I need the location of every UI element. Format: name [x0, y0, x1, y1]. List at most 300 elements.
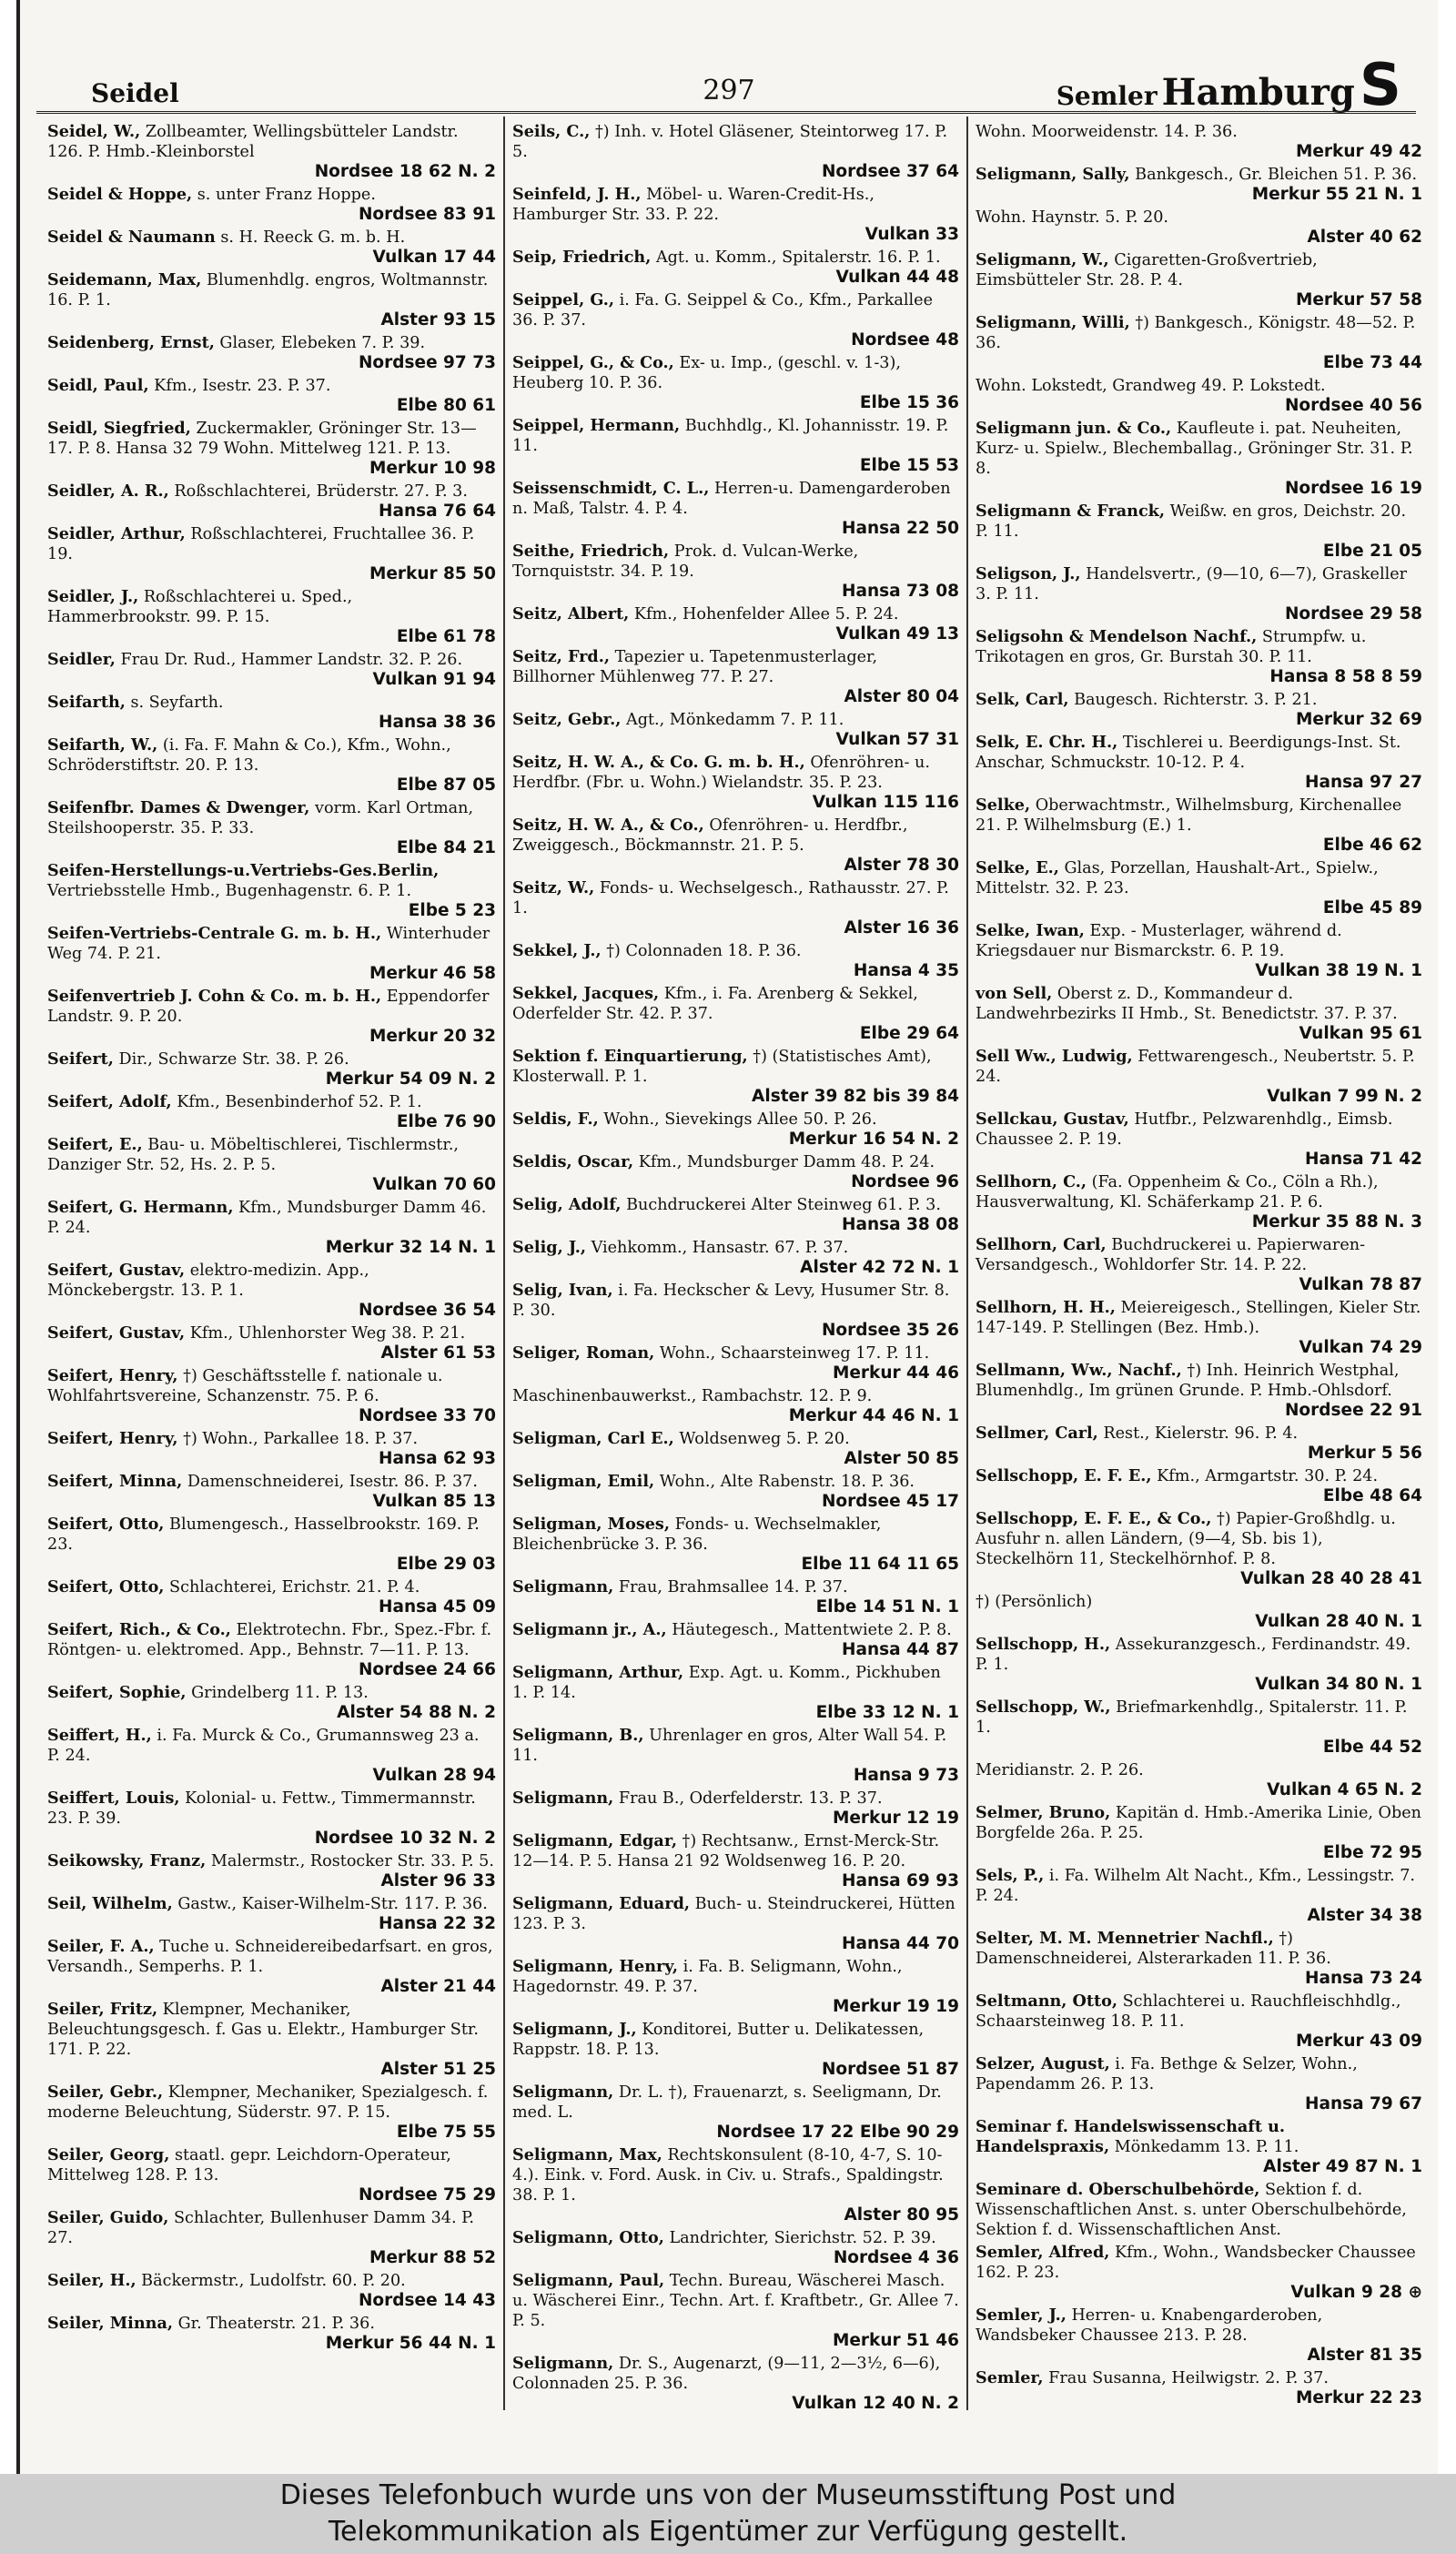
entry-detail: Dr. L. †), Frauenarzt, s. Seeligmann, Dr. med. L.	[512, 2083, 942, 2122]
entry-name: Selk, Carl,	[976, 690, 1069, 709]
entry-phone: Merkur 16 54 N. 2	[788, 1130, 959, 1149]
entry-phone: Merkur 44 46 N. 1	[788, 1406, 959, 1425]
directory-entry	[47, 861, 496, 921]
entry-name: Seiler, Minna,	[47, 2314, 173, 2333]
directory-entry	[512, 2145, 959, 2225]
entry-name: Seidler, A. R.,	[47, 481, 169, 501]
entry-detail: Kfm., Isestr. 23. P. 37.	[154, 377, 331, 395]
directory-entry	[976, 1760, 1422, 1800]
entry-phone: Vulkan 17 44	[372, 248, 496, 267]
entry-detail: Kfm., Wohn., Wandsbecker Chaussee 162. P. 23.	[976, 2244, 1416, 2282]
entry-name: Seil, Wilhelm,	[47, 1894, 173, 1913]
entry-detail: s. Seyfarth.	[130, 694, 224, 712]
directory-entry	[47, 185, 496, 225]
entry-name: Selk, E. Chr. H.,	[976, 733, 1118, 752]
directory-entry	[976, 1929, 1422, 1989]
entry-name: Seitz, W.,	[512, 878, 595, 897]
entry-detail: Handelsvertr., (9—10, 6—7), Graskeller 3. P. 11.	[976, 565, 1408, 603]
entry-phone: Nordsee 18 62 N. 2	[314, 162, 496, 181]
entry-phone: Vulkan 12 40 N. 2	[792, 2394, 959, 2410]
entry-phone: Vulkan 44 48	[835, 268, 959, 287]
entry-detail: Kfm., Mundsburger Damm 48. P. 24.	[638, 1153, 935, 1171]
entry-detail: Oberwachtmstr., Wilhelmsburg, Kirchenallee 21. P. Wilhelmsburg (E.) 1.	[976, 796, 1402, 835]
directory-entry	[47, 376, 496, 416]
entry-phone: Elbe 21 05	[1322, 542, 1422, 561]
entry-phone: Alster 40 62	[1307, 228, 1422, 247]
header-first-name: Seidel	[91, 78, 179, 108]
directory-entry	[512, 2228, 959, 2268]
entry-phone: Elbe 87 05	[396, 775, 496, 795]
directory-entry	[976, 1992, 1422, 2052]
entry-phone: Alster 61 53	[380, 1343, 496, 1363]
entry-name: Seligmann, J.,	[512, 2020, 637, 2039]
entry-detail: †) (Statistisches Amt), Klosterwall. P. 1.	[512, 1048, 932, 1086]
directory-entry	[47, 1515, 496, 1575]
entry-detail: Roßschlachterei, Brüderstr. 27. P. 3.	[174, 482, 468, 501]
entry-detail: †) Geschäftsstelle f. nationale u. Wohlfahrtsvereine, Schanzenstr. 75. P. 6.	[47, 1367, 443, 1405]
entry-phone: Merkur 12 19	[832, 1809, 959, 1828]
entry-name: Seligmann, Paul,	[512, 2271, 665, 2290]
entry-detail: Glas, Porzellan, Haushalt-Art., Spielw., Mittelstr. 32. P. 23.	[976, 859, 1379, 897]
entry-detail: Buchdruckerei Alter Steinweg 61. P. 3.	[626, 1196, 941, 1214]
entry-detail: vorm. Karl Ortman, Steilshooperstr. 35. P. 33.	[47, 799, 474, 837]
entry-phone: Alster 50 85	[844, 1449, 959, 1468]
entry-phone: Elbe 29 64	[859, 1024, 959, 1043]
entry-phone: Nordsee 14 43	[358, 2291, 496, 2310]
entry-detail: Meiereigesch., Stellingen, Kieler Str. 147-149. P. Stellingen (Bez. Hmb.).	[976, 1299, 1421, 1337]
directory-entry	[976, 502, 1422, 562]
entry-phone: Nordsee 36 54	[358, 1301, 496, 1320]
entry-detail: Kaufleute i. pat. Neuheiten, Kurz- u. Spielw., Blechemballag., Gröninger Str. 31. P. 8.	[976, 420, 1413, 478]
entry-detail: Zuckermakler, Gröninger Str. 13—17. P. 8. Hansa 32 79 Wohn. Mittelweg 121. P. 13.	[47, 420, 477, 458]
directory-entry	[976, 313, 1422, 373]
entry-name: Seiler, Fritz,	[47, 2000, 158, 2019]
entry-name: Sellhorn, H. H.,	[976, 1298, 1116, 1317]
entry-detail: Malermstr., Rostocker Str. 33. P. 5.	[210, 1852, 494, 1870]
directory-entry	[47, 2271, 496, 2311]
entry-name: Seligmann, Willi,	[976, 313, 1130, 332]
entry-phone: Nordsee 83 91	[358, 205, 496, 224]
directory-entry	[47, 987, 496, 1047]
entry-phone: Elbe 76 90	[396, 1112, 496, 1131]
directory-entry	[976, 122, 1422, 162]
header-letter: S	[1359, 52, 1401, 119]
entry-detail: Exp. - Musterlager, während d. Kriegsdauer nur Bismarckstr. 6. P. 19.	[976, 922, 1342, 960]
entry-name: Seitz, Gebr.,	[512, 710, 622, 729]
directory-entry	[512, 2271, 959, 2351]
entry-phone: Alster 96 33	[380, 1871, 496, 1890]
entry-phone: Hansa 44 70	[841, 1934, 959, 1953]
directory-entry	[976, 1698, 1422, 1758]
entry-detail: †) Wohn., Parkallee 18. P. 37.	[183, 1430, 419, 1448]
entry-phone: Vulkan 28 40 28 41	[1240, 1569, 1422, 1588]
directory-page	[16, 0, 1438, 2474]
entry-detail: Möbel- u. Waren-Credit-Hs., Hamburger Str. 33. P. 22.	[512, 186, 875, 224]
directory-entry	[47, 2000, 496, 2080]
entry-detail: Hutfbr., Pelzwarenhdlg., Eimsb. Chaussee 2. P. 19.	[976, 1110, 1393, 1149]
directory-entry	[47, 1851, 496, 1891]
entry-detail: Grindelberg 11. P. 13.	[191, 1684, 369, 1702]
directory-entry	[512, 1195, 959, 1235]
entry-phone: Alster 93 15	[380, 310, 496, 329]
entry-detail: †) (Persönlich)	[976, 1593, 1093, 1611]
entry-phone: Merkur 85 50	[369, 564, 496, 583]
entry-name: Seitz, H. W. A., & Co.,	[512, 816, 704, 835]
entry-detail: Kfm., Armgartstr. 30. P. 24.	[1157, 1467, 1379, 1485]
entry-name: Seissenschmidt, C. L.,	[512, 479, 710, 498]
directory-entry	[47, 1135, 496, 1195]
entry-name: Seidel & Naumann	[47, 228, 216, 247]
entry-name: Seligman, Moses,	[512, 1515, 670, 1534]
entry-detail: i. Fa. Bethge & Selzer, Wohn., Papendamm 26. P. 13.	[976, 2055, 1358, 2093]
entry-phone: Elbe 29 03	[396, 1555, 496, 1574]
entry-detail: Frau Dr. Rud., Hammer Landstr. 32. P. 26.	[120, 651, 463, 669]
directory-entry	[976, 2368, 1422, 2408]
entry-name: Seidenberg, Ernst,	[47, 333, 215, 352]
directory-entry	[47, 1261, 496, 1321]
entry-phone: Nordsee 48	[851, 330, 959, 350]
directory-entry	[976, 1803, 1422, 1863]
entry-detail: Oberst z. D., Kommandeur d. Landwehrbezirks II Hmb., St. Benedictstr. 37. P. 37.	[976, 985, 1398, 1023]
entry-phone: Hansa 22 50	[841, 519, 959, 538]
entry-name: Seiler, Georg,	[47, 2145, 170, 2164]
entry-detail: Rechtskonsulent (8-10, 4-7, S. 10-4.). Eink. v. Ford. Ausk. in Civ. u. Strafs., Spaldingstr. 38. P. 1.	[512, 2146, 944, 2204]
entry-phone: Elbe 45 89	[1322, 898, 1422, 917]
entry-name: Seitz, H. W. A., & Co. G. m. b. H.,	[512, 753, 805, 772]
entry-detail: Viehkomm., Hansastr. 67. P. 37.	[591, 1239, 849, 1257]
entry-name: Seiler, Gebr.,	[47, 2083, 164, 2102]
directory-entry	[512, 1831, 959, 1891]
directory-entry	[512, 1047, 959, 1107]
directory-entry	[47, 1472, 496, 1512]
entry-detail: Kfm., i. Fa. Arenberg & Sekkel, Oderfelder Str. 42. P. 37.	[512, 985, 918, 1023]
entry-name: Selke, Iwan,	[976, 921, 1085, 940]
directory-entry	[976, 690, 1422, 730]
entry-detail: Klempner, Mechaniker, Spezialgesch. f. moderne Beleuchtung, Süderstr. 97. P. 15.	[47, 2083, 489, 2122]
entry-phone: Alster 42 72 N. 1	[800, 1258, 959, 1277]
directory-entry	[47, 1577, 496, 1617]
entry-detail: Uhrenlager en gros, Alter Wall 54. P. 11.	[512, 1727, 947, 1765]
directory-entry	[976, 2117, 1422, 2177]
entry-name: Seifarth, W.,	[47, 735, 158, 755]
entry-detail: Wohn., Sievekings Allee 50. P. 26.	[603, 1110, 877, 1129]
entry-phone: Vulkan 33	[864, 225, 959, 244]
entry-detail: Fonds- u. Wechselmakler, Bleichenbrücke 3. P. 36.	[512, 1515, 882, 1554]
entry-phone: Alster 80 95	[844, 2205, 959, 2225]
directory-entry	[512, 1429, 959, 1469]
entry-phone: Merkur 88 52	[369, 2248, 496, 2267]
entry-detail: (Fa. Oppenheim & Co., Cöln a Rh.), Hausverwaltung, Kl. Schäferkamp 21. P. 6.	[976, 1173, 1379, 1211]
header-divider	[36, 111, 1416, 114]
entry-phone: Elbe 15 53	[859, 456, 959, 475]
entry-name: Seifert, Minna,	[47, 1472, 183, 1491]
directory-entry	[47, 2083, 496, 2143]
entry-name: Seifert, Rich., & Co.,	[47, 1620, 231, 1639]
entry-phone: Nordsee 37 64	[821, 162, 959, 181]
entry-name: Seifert, Gustav,	[47, 1323, 186, 1343]
entry-detail: Fettwarengesch., Neubertstr. 5. P. 24.	[976, 1048, 1415, 1086]
entry-phone: Hansa 8 58 8 59	[1269, 667, 1422, 686]
entry-phone: Nordsee 17 22 Elbe 90 29	[716, 2123, 959, 2142]
entry-phone: Hansa 79 67	[1304, 2094, 1422, 2113]
entry-phone: Nordsee 45 17	[821, 1492, 959, 1511]
directory-entry	[47, 333, 496, 373]
entry-detail: Vertriebsstelle Hmb., Bugenhagenstr. 6. P. 1.	[47, 882, 412, 900]
directory-entry	[512, 941, 959, 981]
entry-name: Seiler, H.,	[47, 2271, 136, 2290]
entry-detail: s. H. Reeck G. m. b. H.	[220, 228, 406, 247]
entry-detail: Techn. Bureau, Wäscherei Masch. u. Wäscherei Einr., Techn. Art. f. Kraftbetr., Gr. Allee 7. P. 5.	[512, 2272, 959, 2330]
entry-name: Seifenfbr. Dames & Dwenger,	[47, 798, 310, 817]
entry-name: Seldis, Oscar,	[512, 1152, 634, 1171]
entry-phone: Alster 39 82 bis 39 84	[752, 1087, 959, 1106]
entry-phone: Hansa 22 32	[378, 1914, 496, 1933]
entry-phone: Elbe 61 78	[396, 627, 496, 646]
header-city: Hamburg	[1161, 71, 1355, 114]
entry-name: Sellmann, Ww., Nachf.,	[976, 1361, 1182, 1380]
entry-name: Seligmann, Arthur,	[512, 1663, 684, 1682]
entry-detail: Wohn., Alte Rabenstr. 18. P. 36.	[659, 1473, 915, 1491]
directory-entry	[512, 353, 959, 413]
entry-name: Sellhorn, Carl,	[976, 1235, 1107, 1254]
entry-name: Sellmer, Carl,	[976, 1424, 1098, 1443]
entry-detail: Buchdruckerei u. Papierwaren-Versandgesch., Wohldorfer Str. 14. P. 22.	[976, 1236, 1366, 1274]
entry-phone: Elbe 11 64 11 65	[801, 1555, 959, 1574]
entry-detail: i. Fa. Murck & Co., Grumannsweg 23 a. P. 24.	[47, 1727, 480, 1765]
directory-entry	[47, 1366, 496, 1426]
directory-entry	[976, 165, 1422, 205]
directory-entry	[47, 798, 496, 858]
entry-detail: Damenschneiderei, Isestr. 86. P. 37.	[187, 1473, 478, 1491]
entry-detail: Roßschlachterei, Fruchtallee 36. P. 19.	[47, 525, 475, 563]
entry-name: Seiffert, Louis,	[47, 1789, 180, 1808]
entry-name: Seidl, Paul,	[47, 376, 149, 395]
entry-name: Seils, C.,	[512, 122, 591, 141]
directory-entry	[512, 710, 959, 750]
directory-entry	[512, 878, 959, 938]
entry-name: Seifert, Sophie,	[47, 1683, 187, 1702]
directory-entry	[976, 419, 1422, 499]
directory-entry	[976, 1509, 1422, 1589]
entry-phone: Elbe 5 23	[408, 901, 496, 920]
entry-name: Seip, Friedrich,	[512, 248, 652, 267]
directory-entry	[47, 693, 496, 733]
entry-phone: Nordsee 51 87	[821, 2060, 959, 2079]
entry-detail: Kolonial- u. Fettw., Timmermannstr. 23. P. 39.	[47, 1789, 476, 1828]
entry-phone: Alster 16 36	[844, 918, 959, 937]
entry-phone: Nordsee 33 70	[358, 1406, 496, 1425]
entry-phone: Merkur 46 58	[369, 964, 496, 983]
directory-entry	[512, 1620, 959, 1660]
directory-entry	[512, 479, 959, 539]
entry-detail: †) Damenschneiderei, Alsterarkaden 11. P. 36.	[976, 1930, 1331, 1968]
entry-phone: Merkur 54 09 N. 2	[325, 1069, 496, 1089]
directory-entry	[47, 587, 496, 647]
directory-entry	[47, 1429, 496, 1469]
footer-line-1: Dieses Telefonbuch wurde uns von der Museumsstiftung Post und	[279, 2479, 1177, 2511]
entry-name: Seifarth,	[47, 693, 126, 712]
directory-entry	[512, 984, 959, 1044]
entry-detail: Häutegesch., Mattentwiete 2. P. 8.	[672, 1621, 952, 1639]
entry-detail: Woldsenweg 5. P. 20.	[679, 1430, 850, 1448]
entry-detail: Meridianstr. 2. P. 26.	[976, 1761, 1144, 1779]
entry-name: Seidl, Siegfried,	[47, 419, 191, 438]
directory-entry	[512, 1726, 959, 1786]
directory-entry	[47, 735, 496, 796]
entry-phone: Merkur 35 88 N. 3	[1251, 1212, 1422, 1231]
entry-name: Seligson, J.,	[976, 564, 1081, 583]
directory-entry	[512, 1281, 959, 1341]
directory-entry	[976, 984, 1422, 1044]
entry-detail: Fonds- u. Wechselgesch., Rathausstr. 27. P. 1.	[512, 879, 949, 917]
entry-name: Seitz, Albert,	[512, 604, 630, 623]
entry-name: Seminare d. Oberschulbehörde,	[976, 2180, 1260, 2199]
entry-phone: Merkur 51 46	[832, 2331, 959, 2350]
entry-detail: Kapitän d. Hmb.-Amerika Linie, Oben Borgfelde 26a. P. 25.	[976, 1804, 1421, 1842]
entry-detail: Blumengesch., Hasselbrookstr. 169. P. 23.	[47, 1515, 480, 1554]
entry-name: Selter, M. M. Mennetrier Nachfl.,	[976, 1929, 1274, 1948]
entry-phone: Elbe 46 62	[1322, 836, 1422, 855]
directory-entry	[976, 1592, 1422, 1632]
entry-name: Seligmann, Max,	[512, 2145, 662, 2164]
entry-phone: Hansa 45 09	[378, 1597, 496, 1617]
entry-detail: i. Fa. B. Seligmann, Wohn., Hagedornstr. 49. P. 37.	[512, 1958, 903, 1996]
entry-name: Sekkel, J.,	[512, 941, 602, 960]
directory-entry	[47, 419, 496, 479]
entry-detail: Dir., Schwarze Str. 38. P. 26.	[118, 1050, 349, 1069]
entry-detail: Tuche u. Schneidereibedarfsart. en gros, Versandh., Semperhs. P. 1.	[47, 1938, 493, 1976]
entry-name: Selig, Ivan,	[512, 1281, 613, 1300]
entry-phone: Merkur 22 23	[1295, 2388, 1422, 2407]
entry-detail: Frau Susanna, Heilwigstr. 2. P. 37.	[1048, 2369, 1329, 2387]
directory-entry	[976, 564, 1422, 624]
entry-name: Seidler,	[47, 650, 116, 669]
entry-name: Seippel, G.,	[512, 290, 614, 309]
entry-name: Seiler, Guido,	[47, 2208, 169, 2227]
entry-name: Seifert, Otto,	[47, 1515, 165, 1534]
entry-phone: Elbe 72 95	[1322, 1843, 1422, 1862]
entry-detail: Herren-u. Damengarderoben n. Maß, Talstr. 4. P. 4.	[512, 480, 951, 518]
entry-name: Seithe, Friedrich,	[512, 542, 670, 561]
entry-name: Seifert,	[47, 1049, 114, 1069]
entry-detail: Exp. Agt. u. Komm., Pickhuben 1. P. 14.	[512, 1664, 941, 1702]
entry-phone: Elbe 44 52	[1322, 1738, 1422, 1757]
directory-entry	[512, 1894, 959, 1954]
entry-name: Seifen-Herstellungs-u.Vertriebs-Ges.Berlin,	[47, 861, 440, 880]
entry-name: Sellschopp, H.,	[976, 1635, 1111, 1654]
entry-detail: Schlachterei u. Rauchfleischhdlg., Schaarsteinweg 18. P. 11.	[976, 1992, 1401, 2031]
directory-entry	[976, 2243, 1422, 2303]
entry-phone: Elbe 14 51 N. 1	[815, 1597, 959, 1617]
entry-phone: Elbe 84 21	[396, 838, 496, 857]
entry-name: Sekkel, Jacques,	[512, 984, 660, 1003]
directory-entry	[512, 1515, 959, 1575]
entry-detail: Glaser, Elebeken 7. P. 39.	[219, 334, 426, 352]
entry-name: Seifenvertrieb J. Cohn & Co. m. b. H.,	[47, 987, 382, 1006]
directory-entry	[47, 1683, 496, 1723]
entry-name: von Sell,	[976, 984, 1053, 1003]
entry-phone: Nordsee 24 66	[358, 1660, 496, 1679]
entry-name: Seidel, W.,	[47, 122, 141, 141]
entry-name: Seifert, Otto,	[47, 1577, 165, 1596]
entry-phone: Merkur 57 58	[1295, 290, 1422, 309]
entry-detail: Sektion f. d. Wissenschaftlichen Anst. s. unter Oberschulbehörde, Sektion f. d. Wissenschaftlichen Anst.	[976, 2181, 1407, 2239]
entry-phone: Nordsee 75 29	[358, 2185, 496, 2204]
entry-detail: Briefmarkenhdlg., Spitalerstr. 11. P. 1.	[976, 1698, 1408, 1737]
entry-detail: Landrichter, Sierichstr. 52. P. 39.	[669, 2229, 936, 2247]
directory-entry	[976, 921, 1422, 981]
entry-detail: †) Inh. v. Hotel Gläsener, Steintorweg 17. P. 5.	[512, 123, 948, 161]
directory-entry	[47, 1092, 496, 1132]
entry-phone: Hansa 44 87	[841, 1640, 959, 1659]
entry-phone: Alster 78 30	[844, 856, 959, 875]
entry-name: Semler,	[976, 2368, 1044, 2387]
entry-name: Seligmann, Eduard,	[512, 1894, 691, 1913]
entry-detail: Assekuranzgesch., Ferdinandstr. 49. P. 1.	[976, 1636, 1411, 1674]
entry-detail: Buch- u. Steindruckerei, Hütten 123. P. 3.	[512, 1895, 956, 1933]
directory-entry	[47, 270, 496, 330]
entry-phone: Elbe 80 61	[396, 396, 496, 415]
entry-detail: Blumenhdlg. engros, Woltmannstr. 16. P. 1.	[47, 271, 489, 309]
entry-phone: Hansa 73 08	[841, 582, 959, 601]
entry-phone: Hansa 71 42	[1304, 1150, 1422, 1169]
entry-phone: Merkur 44 46	[832, 1363, 959, 1383]
directory-entry	[47, 2208, 496, 2268]
directory-entry	[976, 2180, 1422, 2240]
directory-entry	[47, 481, 496, 522]
entry-name: Seligmann, B.,	[512, 1726, 644, 1745]
entry-phone: Vulkan 4 65 N. 2	[1267, 1780, 1422, 1799]
entry-detail: Zollbeamter, Wellingsbütteler Landstr. 126. P. Hmb.-Kleinborstel	[47, 123, 459, 161]
entry-detail: Schlachterei, Erichstr. 21. P. 4.	[169, 1578, 420, 1596]
entry-name: Sels, P.,	[976, 1866, 1045, 1885]
listing-column-3	[966, 117, 1430, 2410]
directory-entry	[976, 796, 1422, 856]
directory-entry	[512, 542, 959, 602]
entry-phone: Alster 54 88 N. 2	[337, 1703, 496, 1722]
entry-name: Seidemann, Max,	[47, 270, 202, 289]
entry-phone: Vulkan 95 61	[1299, 1024, 1422, 1043]
entry-detail: i. Fa. Wilhelm Alt Nacht., Kfm., Lessingstr. 7. P. 24.	[976, 1867, 1416, 1905]
header-last-name: Semler	[1056, 81, 1158, 111]
entry-phone: Hansa 38 36	[378, 713, 496, 732]
entry-phone: Vulkan 115 116	[812, 793, 959, 812]
entry-detail: †) Papier-Großhdlg. u. Ausfuhr n. allen Ländern, (9—4, Sb. bis 1), Steckelhörn 11, Steckelhörnhof. P. 8.	[976, 1510, 1396, 1568]
entry-name: Seligmann, W.,	[976, 250, 1109, 269]
entry-phone: Merkur 10 98	[369, 459, 496, 478]
entry-detail: Buchhdlg., Kl. Johannisstr. 19. P. 11.	[512, 417, 949, 455]
entry-detail: Bau- u. Möbeltischlerei, Tischlermstr., Danziger Str. 52, Hs. 2. P. 5.	[47, 1136, 460, 1174]
directory-entry	[512, 647, 959, 707]
entry-phone: Vulkan 57 31	[835, 730, 959, 749]
directory-entry	[976, 1110, 1422, 1170]
entry-phone: Hansa 97 27	[1304, 773, 1422, 792]
entry-phone: Merkur 19 19	[832, 1997, 959, 2016]
entry-name: Seligmann,	[512, 1577, 614, 1596]
archive-footer	[0, 2474, 1456, 2554]
entry-detail: i. Fa. Heckscher & Levy, Husumer Str. 8. P. 30.	[512, 1282, 950, 1320]
entry-detail: Wohn., Schaarsteinweg 17. P. 11.	[659, 1344, 930, 1363]
entry-phone: Vulkan 28 94	[372, 1766, 496, 1785]
entry-name: Seifert, E.,	[47, 1135, 143, 1154]
entry-phone: Vulkan 74 29	[1299, 1338, 1422, 1357]
entry-name: Sellschopp, E. F. E., & Co.,	[976, 1509, 1212, 1528]
directory-entry	[47, 650, 496, 690]
entry-phone: Hansa 73 24	[1304, 1969, 1422, 1988]
entry-name: Seidler, J.,	[47, 587, 139, 606]
directory-entry	[512, 1789, 959, 1829]
entry-detail: Prok. d. Vulcan-Werke, Tornquiststr. 34. P. 19.	[512, 542, 859, 581]
